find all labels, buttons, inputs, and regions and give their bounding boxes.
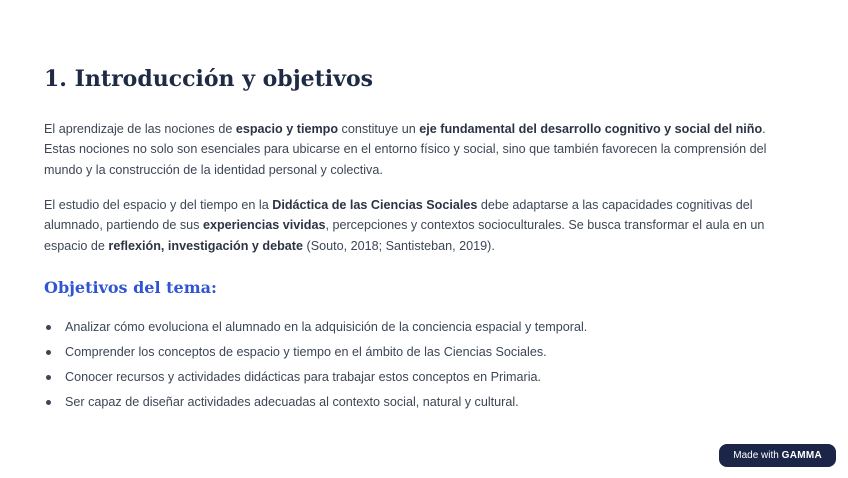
- made-with-gamma-badge[interactable]: [719, 444, 836, 467]
- objective-item: [44, 317, 587, 342]
- text-segment: , percepciones y contextos socioculturales. Se busca transformar el aula en un espacio de: [44, 218, 765, 253]
- bold-text-segment: espacio y tiempo: [235, 122, 339, 136]
- intro-paragraph-1: [44, 119, 799, 180]
- objective-item: [44, 392, 587, 417]
- bold-text-segment: Didáctica de las Ciencias Sociales: [272, 198, 478, 212]
- gamma-logo: GAMMA: [781, 450, 822, 461]
- bold-text-segment: eje fundamental del desarrollo cognitivo y social del niño: [419, 122, 763, 136]
- intro-paragraph-2: [44, 195, 799, 256]
- text-segment: debe adaptarse a las capacidades cognitivas del alumnado, partiendo de sus: [44, 198, 753, 233]
- bullet-icon: [46, 375, 51, 380]
- text-segment: El aprendizaje de las nociones de: [44, 122, 236, 136]
- objective-text: Comprender los conceptos de espacio y tiempo en el ámbito de las Ciencias Sociales.: [65, 345, 547, 359]
- objectives-list: [44, 317, 587, 417]
- objective-item: [44, 342, 587, 367]
- bullet-icon: [46, 325, 51, 330]
- objective-item: [44, 367, 587, 392]
- objective-text: Analizar cómo evoluciona el alumnado en la adquisición de la conciencia espacial y temporal.: [65, 320, 588, 334]
- bullet-icon: [46, 350, 51, 355]
- text-segment: . Estas nociones no solo son esenciales para ubicarse en el entorno físico y social, sino que también favorecen la comprensión del mundo y la construcción de la identidad personal y colectiva.: [44, 122, 767, 177]
- text-segment: (Souto, 2018; Santisteban, 2019).: [303, 238, 495, 253]
- bold-text-segment: reflexión, investigación y debate: [108, 238, 303, 253]
- objective-text: Conocer recursos y actividades didácticas para trabajar estos conceptos en Primaria.: [65, 370, 541, 384]
- objectives-heading: Objetivos del tema:: [44, 278, 217, 297]
- bold-text-segment: experiencias vividas: [202, 218, 326, 233]
- page-title: 1. Introducción y objetivos: [44, 66, 374, 92]
- bullet-icon: [46, 400, 51, 405]
- objective-text: Ser capaz de diseñar actividades adecuadas al contexto social, natural y cultural.: [65, 395, 519, 409]
- badge-prefix: Made with: [733, 450, 782, 461]
- text-segment: constituye un: [338, 122, 420, 136]
- text-segment: El estudio del espacio y del tiempo en la: [44, 198, 273, 212]
